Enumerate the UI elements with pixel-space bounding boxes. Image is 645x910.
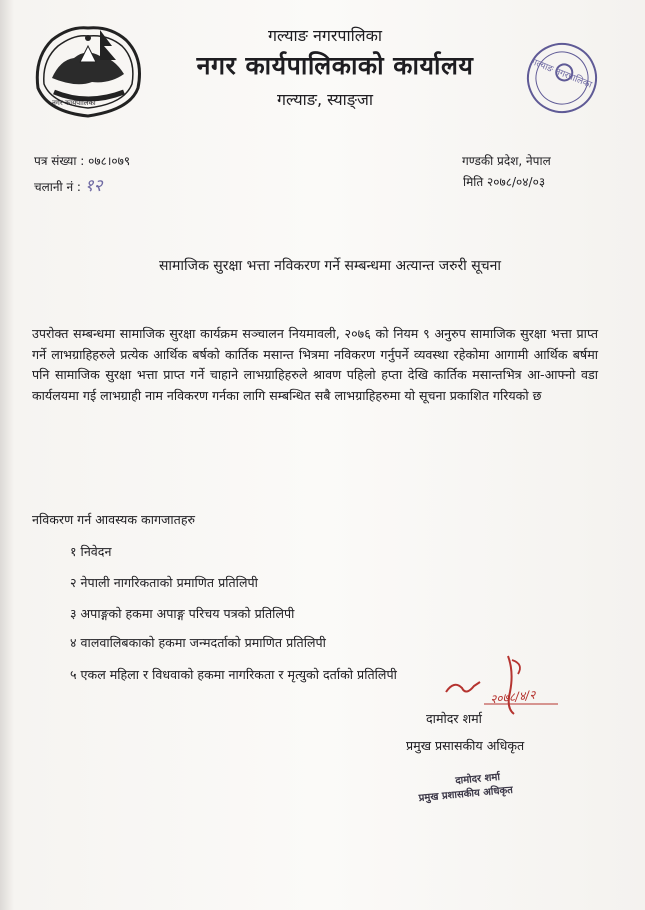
dispatch-number	[34, 173, 102, 196]
office-location: गल्याङ, स्याङ्जा	[277, 90, 373, 109]
requirement-item: ४ वालवालिबकाको हकमा जन्मदर्ताको प्रमाणित प्रतिलिपी	[70, 635, 326, 650]
letter-number-value: ०७८।०७९	[88, 154, 131, 168]
stamp-name: दामोदर शर्मा	[454, 771, 501, 787]
dispatch-number-label: चलानी नं :	[34, 180, 81, 194]
letter-number-label: पत्र संख्या :	[34, 154, 85, 168]
notice-body: उपरोक्त सम्बन्धमा सामाजिक सुरक्षा कार्यक्रम सञ्चालन नियमावली, २०७६ को नियम ९ अनुरुप सामाजिक सुरक्षा भत्ता प्राप्त गर्ने लाभग्राहिहरुले प्रत्येक आर्थिक बर्षको कार्तिक मसान्त भित्रमा नविकरण गर्नुपर्ने व्यवस्था रहेकोमा आगामी आर्थिक बर्षमा पनि सामाजिक सुरक्षा भत्ता प्राप्त गर्ने चाहाने लाभग्राहिहरुले श्रावण पहिलो हप्ता देखि कार्तिक मसान्तभित्र आ-आफ्नो वडा कार्यलयमा गई लाभग्राही नाम नविकरण गर्नका लागि सम्बन्धित सबै लाभग्राहिहरुमा यो सूचना प्रकाशित गरियको छ	[32, 326, 598, 403]
province: गण्डकी प्रदेश, नेपाल	[462, 154, 551, 168]
municipality-name: गल्याङ नगरपालिका	[267, 26, 383, 45]
stamp-designation: प्रमुख प्रशासकीय अधिकृत	[418, 784, 514, 805]
notice-title: सामाजिक सुरक्षा भत्ता नविकरण गर्ने सम्बन्धमा अत्यान्त जरुरी सूचना	[158, 258, 502, 274]
handwritten-signature	[440, 652, 560, 718]
requirements-heading: नविकरण गर्न आवस्यक कागजातहरु	[32, 512, 196, 527]
letter-number	[34, 152, 130, 169]
requirement-item: ५ एकल महिला र विधवाको हकमा नागरिकता र मृत्युको दर्ताको प्रतिलिपी	[70, 667, 397, 682]
seal-text: गल्याङ नगरपालिका	[529, 57, 594, 91]
emblem-caption: नगर कार्यपालिका	[52, 99, 96, 107]
signature-date-note: २०७८/४/२	[489, 687, 537, 707]
signatory-name: दामोदर शर्मा	[426, 711, 482, 726]
signatory-designation: प्रमुख प्रसासकीय अधिकृत	[406, 738, 525, 753]
requirement-item: २ नेपाली नागरिकताको प्रमाणित प्रतिलिपी	[70, 575, 258, 590]
name-stamp	[417, 770, 514, 806]
office-name: नगर कार्यपालिकाको कार्यालय	[196, 51, 474, 80]
dispatch-number-handwritten: १२	[84, 176, 103, 196]
letter-date: मिति २०७८/०४/०३	[463, 175, 546, 189]
requirement-item: १ निवेदन	[70, 544, 112, 559]
requirement-item: ३ अपाङ्गको हकमा अपाङ्ग परिचय पत्रको प्रतिलिपी	[70, 606, 295, 621]
